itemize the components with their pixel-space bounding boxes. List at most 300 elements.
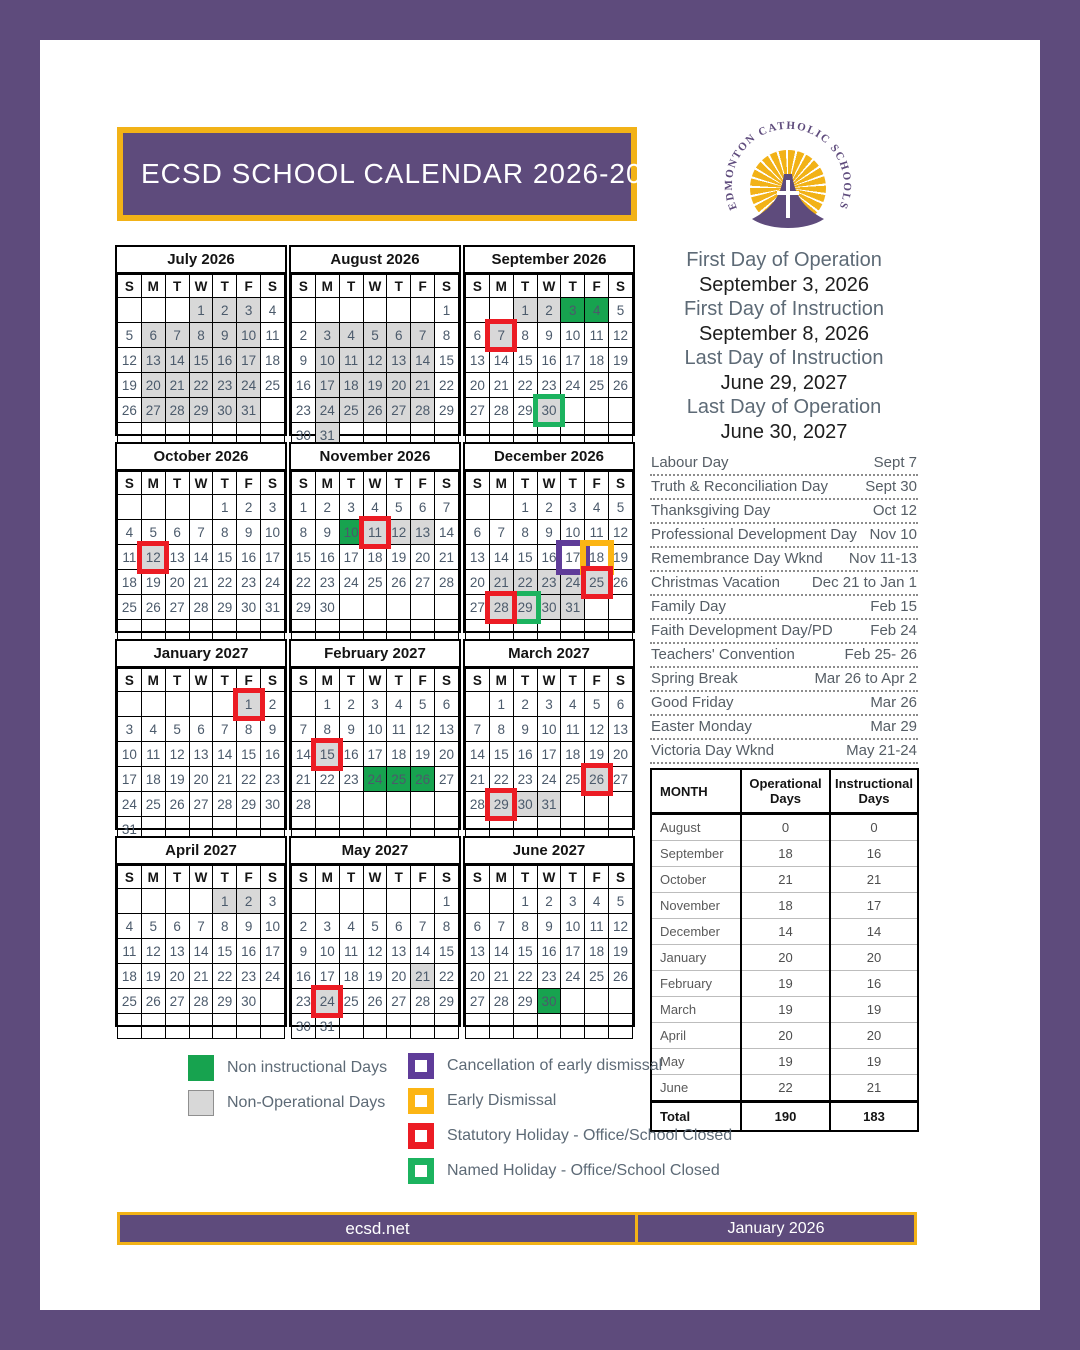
- legend-label: Cancellation of early dismissal: [447, 1056, 663, 1074]
- day-cell: 15: [513, 348, 537, 373]
- day-cell: 9: [292, 348, 316, 373]
- day-cell: 14: [489, 545, 513, 570]
- box-green-swatch: [408, 1158, 434, 1184]
- day-cell: 20: [466, 964, 490, 989]
- holiday-row: [650, 476, 918, 500]
- day-cell: [165, 495, 189, 520]
- cross-icon: [777, 191, 799, 195]
- day-cell: 9: [513, 717, 537, 742]
- day-cell: 22: [435, 373, 459, 398]
- day-cell: 28: [466, 792, 490, 817]
- day-cell: 16: [513, 742, 537, 767]
- day-cell: [585, 595, 609, 620]
- day-cell: [339, 889, 363, 914]
- holiday-date: Dec 21 to Jan 1: [811, 574, 917, 591]
- months-grid: [115, 245, 635, 1034]
- month-title: July 2026: [117, 247, 285, 274]
- day-cell: 9: [339, 717, 363, 742]
- day-cell: 28: [165, 398, 189, 423]
- day-cell: 1: [513, 889, 537, 914]
- weekday-header: T: [213, 472, 237, 495]
- day-cell: 3: [537, 692, 561, 717]
- day-cell: 23: [537, 570, 561, 595]
- holiday-row: [650, 740, 918, 764]
- holiday-date: Mar 29: [870, 718, 917, 735]
- day-cell: 13: [411, 520, 435, 545]
- day-cell: 8: [435, 914, 459, 939]
- weekday-header: W: [537, 866, 561, 889]
- day-cell: [609, 792, 633, 817]
- day-cell: 14: [189, 939, 213, 964]
- day-cell: 22: [435, 964, 459, 989]
- day-cell: 21: [489, 373, 513, 398]
- legend-item: [188, 1089, 387, 1116]
- day-cell: 12: [609, 914, 633, 939]
- day-cell: [411, 298, 435, 323]
- day-cell: 4: [585, 298, 609, 323]
- day-cell: 17: [561, 348, 585, 373]
- day-cell: 9: [537, 323, 561, 348]
- day-cell: 27: [609, 767, 633, 792]
- day-cell: 12: [165, 742, 189, 767]
- day-cell: 3: [561, 495, 585, 520]
- month-calendar: [289, 836, 461, 1034]
- day-cell: 8: [237, 717, 261, 742]
- month-title: October 2026: [117, 444, 285, 471]
- day-cell: [387, 595, 411, 620]
- weekday-header: T: [165, 275, 189, 298]
- day-cell: 10: [561, 520, 585, 545]
- day-cell: 30: [537, 595, 561, 620]
- day-cell: 9: [261, 717, 285, 742]
- day-cell: 28: [411, 398, 435, 423]
- day-cell: 15: [292, 545, 316, 570]
- day-cell: 2: [537, 889, 561, 914]
- holiday-date: Oct 12: [872, 502, 917, 519]
- day-cell: 20: [387, 373, 411, 398]
- day-cell: 13: [466, 545, 490, 570]
- day-cell: 3: [118, 717, 142, 742]
- day-cell: 25: [585, 373, 609, 398]
- day-cell: [435, 1014, 459, 1039]
- days-table-cell: 19: [830, 1049, 918, 1075]
- day-cell: 6: [387, 323, 411, 348]
- day-cell: [411, 595, 435, 620]
- box-yellow-swatch: [408, 1088, 434, 1114]
- day-cell: 27: [165, 595, 189, 620]
- holiday-row: [650, 668, 918, 692]
- day-cell: 11: [261, 323, 285, 348]
- holiday-name: Easter Monday: [651, 718, 752, 735]
- day-cell: [118, 1014, 142, 1039]
- weekday-header: S: [466, 669, 490, 692]
- day-cell: 30: [292, 1014, 316, 1039]
- day-cell: 26: [609, 964, 633, 989]
- day-cell: 6: [141, 323, 165, 348]
- holiday-date: May 21-24: [846, 742, 917, 759]
- weekday-header: F: [237, 866, 261, 889]
- day-cell: [561, 989, 585, 1014]
- day-cell: [585, 398, 609, 423]
- day-cell: 28: [489, 398, 513, 423]
- day-cell: 24: [561, 373, 585, 398]
- weekday-header: T: [339, 866, 363, 889]
- days-table-cell: October: [651, 867, 741, 893]
- weekday-header: S: [261, 275, 285, 298]
- day-cell: 25: [363, 570, 387, 595]
- weekday-header: M: [315, 472, 339, 495]
- day-cell: 11: [585, 323, 609, 348]
- key-dates: [650, 248, 918, 444]
- day-cell: 29: [435, 989, 459, 1014]
- day-cell: 25: [118, 595, 142, 620]
- day-cell: [411, 1014, 435, 1039]
- day-cell: 14: [466, 742, 490, 767]
- day-cell: 14: [435, 520, 459, 545]
- logo-overlay: [718, 120, 858, 242]
- day-cell: 4: [118, 520, 142, 545]
- day-cell: 19: [609, 939, 633, 964]
- month-calendar: [115, 245, 287, 436]
- day-cell: 6: [435, 692, 459, 717]
- day-cell: 15: [213, 545, 237, 570]
- day-cell: [261, 398, 285, 423]
- month-calendar: [115, 442, 287, 633]
- day-cell: 1: [213, 889, 237, 914]
- key-date-label: Last Day of Operation: [686, 396, 882, 418]
- days-table-cell: 16: [830, 971, 918, 997]
- weekday-header: M: [489, 472, 513, 495]
- day-cell: 10: [261, 520, 285, 545]
- days-table-cell: April: [651, 1023, 741, 1049]
- day-cell: 1: [237, 692, 261, 717]
- day-cell: 1: [435, 889, 459, 914]
- day-cell: 5: [411, 692, 435, 717]
- day-cell: 13: [435, 717, 459, 742]
- day-cell: [315, 792, 339, 817]
- day-cell: 3: [339, 495, 363, 520]
- days-table-cell: 21: [830, 1075, 918, 1102]
- weekday-header: T: [213, 669, 237, 692]
- day-cell: 19: [363, 964, 387, 989]
- day-cell: 30: [537, 989, 561, 1014]
- day-cell: [165, 1014, 189, 1039]
- day-cell: 21: [489, 964, 513, 989]
- legend-item: [408, 1122, 732, 1149]
- day-cell: [489, 495, 513, 520]
- day-cell: 15: [237, 742, 261, 767]
- days-table-cell: 19: [741, 971, 830, 997]
- day-cell: 6: [609, 692, 633, 717]
- days-table-total-cell: 183: [830, 1102, 918, 1132]
- day-cell: 24: [339, 570, 363, 595]
- key-date-label: First Day of Operation: [686, 249, 882, 271]
- day-cell: 6: [411, 495, 435, 520]
- day-cell: 13: [387, 348, 411, 373]
- day-cell: 2: [292, 323, 316, 348]
- days-table-cell: 17: [830, 893, 918, 919]
- weekday-header: M: [141, 472, 165, 495]
- day-cell: [292, 692, 316, 717]
- holiday-row: [650, 500, 918, 524]
- day-cell: 16: [537, 348, 561, 373]
- day-cell: 1: [292, 495, 316, 520]
- holiday-row: [650, 644, 918, 668]
- holiday-date: Mar 26: [870, 694, 917, 711]
- day-cell: 23: [292, 398, 316, 423]
- day-cell: 25: [585, 964, 609, 989]
- day-cell: 19: [141, 964, 165, 989]
- day-cell: 11: [585, 520, 609, 545]
- legend-label: Early Dismissal: [447, 1091, 557, 1109]
- weekday-header: T: [339, 669, 363, 692]
- day-cell: [339, 298, 363, 323]
- month-title: January 2027: [117, 641, 285, 668]
- month-calendar: [289, 442, 461, 633]
- month-title: February 2027: [291, 641, 459, 668]
- day-cell: 15: [513, 939, 537, 964]
- weekday-header: W: [189, 866, 213, 889]
- day-cell: 19: [118, 373, 142, 398]
- holiday-name: Christmas Vacation: [651, 574, 780, 591]
- holiday-name: Good Friday: [651, 694, 734, 711]
- day-cell: 17: [339, 545, 363, 570]
- day-cell: [165, 889, 189, 914]
- weekday-header: T: [561, 275, 585, 298]
- day-cell: 12: [141, 545, 165, 570]
- weekday-header: S: [435, 472, 459, 495]
- day-cell: 23: [213, 373, 237, 398]
- day-cell: 21: [411, 373, 435, 398]
- day-cell: 10: [561, 323, 585, 348]
- days-table-row: [651, 919, 918, 945]
- days-table-cell: September: [651, 841, 741, 867]
- day-cell: 13: [387, 939, 411, 964]
- day-cell: 5: [141, 914, 165, 939]
- day-cell: 18: [585, 939, 609, 964]
- weekday-header: S: [118, 275, 142, 298]
- day-cell: 7: [292, 717, 316, 742]
- weekday-header: S: [466, 866, 490, 889]
- day-cell: 7: [189, 914, 213, 939]
- day-cell: 4: [118, 914, 142, 939]
- day-cell: 26: [165, 792, 189, 817]
- day-cell: 4: [339, 914, 363, 939]
- day-cell: 15: [213, 939, 237, 964]
- day-cell: 4: [261, 298, 285, 323]
- day-cell: [189, 889, 213, 914]
- days-table-header: MONTH: [651, 769, 741, 814]
- day-cell: [339, 1014, 363, 1039]
- weekday-header: F: [237, 669, 261, 692]
- day-cell: 1: [489, 692, 513, 717]
- legend-label: Statutory Holiday - Office/School Closed: [447, 1126, 733, 1144]
- day-cell: 18: [118, 570, 142, 595]
- days-table-cell: May: [651, 1049, 741, 1075]
- legend-item: [408, 1087, 732, 1114]
- day-cell: [513, 1014, 537, 1039]
- day-cell: [339, 595, 363, 620]
- day-cell: 14: [213, 742, 237, 767]
- day-cell: 3: [561, 889, 585, 914]
- day-cell: 23: [292, 989, 316, 1014]
- day-cell: 29: [237, 792, 261, 817]
- day-cell: [561, 792, 585, 817]
- day-cell: 27: [466, 989, 490, 1014]
- day-cell: 6: [387, 914, 411, 939]
- weekday-header: S: [118, 669, 142, 692]
- day-cell: 28: [189, 595, 213, 620]
- day-cell: 13: [141, 348, 165, 373]
- weekday-header: F: [411, 669, 435, 692]
- day-cell: 27: [189, 792, 213, 817]
- day-cell: 16: [237, 545, 261, 570]
- day-cell: 16: [292, 373, 316, 398]
- day-cell: 11: [141, 742, 165, 767]
- days-table-row: [651, 945, 918, 971]
- day-cell: 3: [261, 889, 285, 914]
- day-cell: 22: [315, 767, 339, 792]
- days-table-cell: 14: [741, 919, 830, 945]
- day-cell: 1: [189, 298, 213, 323]
- weekday-header: T: [165, 866, 189, 889]
- day-cell: 14: [489, 348, 513, 373]
- day-cell: [585, 989, 609, 1014]
- day-cell: [466, 495, 490, 520]
- footer-bar: [117, 1212, 917, 1245]
- day-cell: 26: [363, 398, 387, 423]
- days-table-cell: 20: [741, 1023, 830, 1049]
- day-cell: 8: [213, 914, 237, 939]
- day-cell: 8: [489, 717, 513, 742]
- box-red-swatch: [408, 1123, 434, 1149]
- day-cell: 15: [489, 742, 513, 767]
- box-purple-swatch: [408, 1053, 434, 1079]
- day-cell: 2: [237, 495, 261, 520]
- day-cell: 8: [513, 323, 537, 348]
- day-cell: 29: [292, 595, 316, 620]
- day-cell: [141, 495, 165, 520]
- day-cell: 22: [292, 570, 316, 595]
- day-cell: 5: [141, 520, 165, 545]
- day-cell: 2: [339, 692, 363, 717]
- day-cell: 23: [537, 964, 561, 989]
- day-cell: 27: [387, 398, 411, 423]
- day-cell: 25: [585, 570, 609, 595]
- key-date-value: September 8, 2026: [698, 322, 870, 345]
- day-cell: 30: [537, 398, 561, 423]
- day-cell: [315, 889, 339, 914]
- day-cell: 24: [363, 767, 387, 792]
- day-cell: 5: [609, 889, 633, 914]
- day-cell: [466, 298, 490, 323]
- day-cell: 4: [363, 495, 387, 520]
- holiday-name: Thanksgiving Day: [651, 502, 771, 519]
- day-cell: [363, 792, 387, 817]
- day-cell: 29: [213, 989, 237, 1014]
- day-cell: [363, 1014, 387, 1039]
- days-table-row: [651, 997, 918, 1023]
- day-cell: 7: [165, 323, 189, 348]
- day-cell: 23: [513, 767, 537, 792]
- day-cell: [585, 1014, 609, 1039]
- day-cell: 17: [315, 373, 339, 398]
- days-table-cell: 18: [741, 893, 830, 919]
- day-cell: [489, 889, 513, 914]
- month-calendar: [289, 245, 461, 443]
- day-cell: 16: [213, 348, 237, 373]
- weekday-header: S: [609, 669, 633, 692]
- weekday-header: M: [315, 275, 339, 298]
- weekday-header: F: [411, 866, 435, 889]
- day-cell: 27: [387, 989, 411, 1014]
- day-cell: [363, 298, 387, 323]
- day-cell: 2: [513, 692, 537, 717]
- day-cell: 23: [237, 570, 261, 595]
- day-cell: 16: [339, 742, 363, 767]
- day-cell: 10: [339, 520, 363, 545]
- day-cell: 13: [466, 939, 490, 964]
- day-cell: 25: [261, 373, 285, 398]
- page-title: ECSD SCHOOL CALENDAR 2026-2027: [141, 158, 676, 189]
- day-cell: [118, 298, 142, 323]
- day-cell: 20: [189, 767, 213, 792]
- weekday-header: T: [387, 472, 411, 495]
- month-title: March 2027: [465, 641, 633, 668]
- holiday-row: [650, 692, 918, 716]
- weekday-header: S: [435, 866, 459, 889]
- weekday-header: S: [609, 275, 633, 298]
- day-cell: 1: [315, 692, 339, 717]
- day-cell: 13: [466, 348, 490, 373]
- day-cell: 10: [537, 717, 561, 742]
- day-cell: 15: [435, 348, 459, 373]
- month-calendar: [463, 442, 635, 633]
- day-cell: 7: [411, 323, 435, 348]
- day-cell: 17: [118, 767, 142, 792]
- days-table-header: Operational Days: [741, 769, 830, 814]
- day-cell: 24: [315, 398, 339, 423]
- day-cell: 17: [261, 939, 285, 964]
- day-cell: 23: [237, 964, 261, 989]
- days-table-cell: 20: [830, 945, 918, 971]
- day-cell: 14: [292, 742, 316, 767]
- day-cell: 27: [435, 767, 459, 792]
- weekday-header: F: [411, 275, 435, 298]
- day-cell: 7: [489, 914, 513, 939]
- day-cell: 21: [189, 570, 213, 595]
- days-table-cell: 21: [830, 867, 918, 893]
- day-cell: 19: [165, 767, 189, 792]
- day-cell: [118, 692, 142, 717]
- day-cell: 14: [489, 939, 513, 964]
- day-cell: 6: [189, 717, 213, 742]
- logo-arc-text: EDMONTON CATHOLIC SCHOOLS: [722, 120, 854, 212]
- day-cell: 22: [513, 373, 537, 398]
- day-cell: 8: [213, 520, 237, 545]
- day-cell: 30: [513, 792, 537, 817]
- day-cell: 3: [315, 323, 339, 348]
- day-cell: [141, 889, 165, 914]
- day-cell: 28: [189, 989, 213, 1014]
- day-cell: 29: [489, 792, 513, 817]
- day-cell: 10: [261, 914, 285, 939]
- holiday-name: Spring Break: [651, 670, 738, 687]
- day-cell: 20: [165, 570, 189, 595]
- day-cell: 26: [363, 989, 387, 1014]
- day-cell: 15: [189, 348, 213, 373]
- holiday-date: Mar 26 to Apr 2: [814, 670, 917, 687]
